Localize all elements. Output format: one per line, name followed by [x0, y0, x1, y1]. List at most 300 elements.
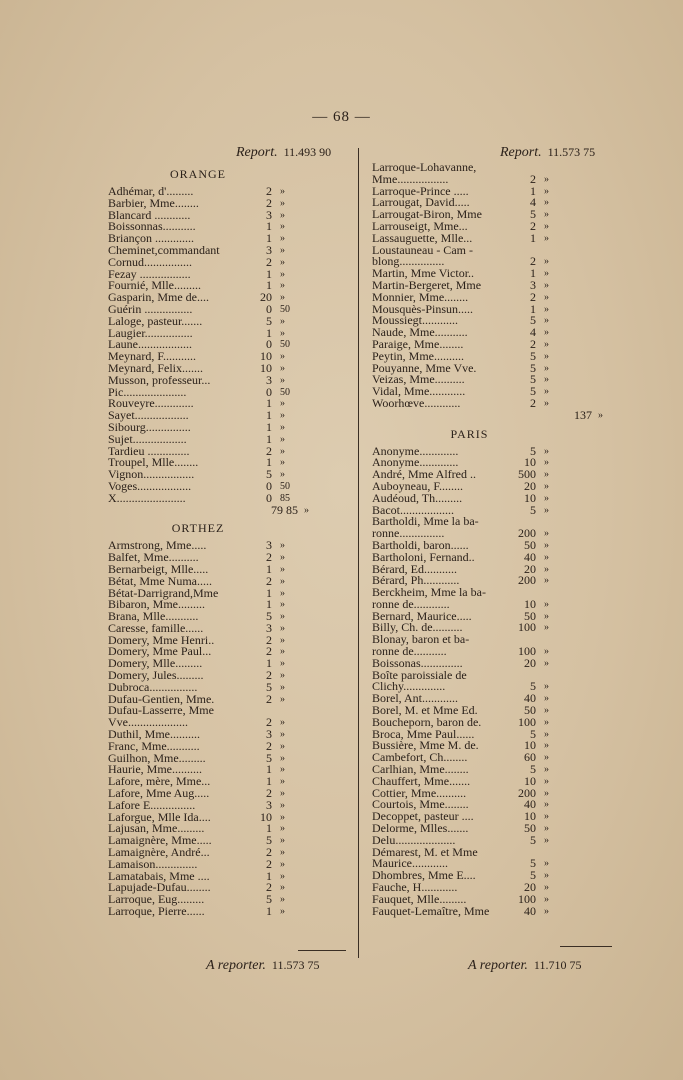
entry-decimal: » — [544, 705, 549, 717]
entry-amount: 10 — [524, 738, 536, 753]
entry-name: Vidal, Mme............ — [372, 384, 466, 399]
entry-name: Barbier, Mme........ — [108, 195, 199, 210]
entry-name: Sayet.................. — [108, 408, 189, 423]
entry-decimal: » — [280, 811, 285, 823]
entry-decimal: » — [544, 858, 549, 870]
entry-decimal: » — [280, 575, 285, 587]
left-footer-rule — [298, 950, 346, 951]
entry-decimal: » — [544, 539, 549, 551]
entry-name: Larroque, Pierre...... — [108, 904, 205, 919]
entry-name: Martin-Bergeret, Mme — [372, 277, 482, 292]
entry-amount: 20 — [260, 290, 272, 305]
entry-name: Mme................. — [372, 171, 449, 186]
entry-name: Bartholdi, baron...... — [372, 537, 469, 552]
entry-name: Borel, Ant............ — [372, 691, 458, 706]
entry-amount: 1 — [266, 408, 272, 423]
entry-name: Borel, M. et Mme Ed. — [372, 703, 478, 718]
entry-amount: 60 — [524, 750, 536, 765]
left-footer-label: A reporter. — [206, 958, 266, 973]
entry-decimal: » — [544, 528, 549, 540]
entry-name: Laugier................ — [108, 325, 193, 340]
entry-name: ronne de........... — [372, 644, 447, 659]
column-divider — [358, 148, 359, 958]
entry-decimal: » — [280, 764, 285, 776]
entry-name: Veizas, Mme.......... — [372, 372, 465, 387]
entry-amount: 100 — [518, 891, 536, 906]
entry-name: Rouveyre............. — [108, 396, 194, 411]
entry-amount: 3 — [266, 620, 272, 635]
entry-amount: 1 — [266, 774, 272, 789]
entry-amount: 10 — [260, 360, 272, 375]
entry-name: Larrouseigt, Mme... — [372, 218, 468, 233]
entry-name: Cambefort, Ch........ — [372, 750, 468, 765]
entry-amount: 2 — [266, 632, 272, 647]
entry-decimal: » — [280, 729, 285, 741]
entry-amount: 1 — [530, 266, 536, 281]
entry-name: Armstrong, Mme..... — [108, 538, 207, 553]
entry-amount: 3 — [266, 538, 272, 553]
entry-decimal: » — [544, 870, 549, 882]
entry-name: Fauquet, Mlle......... — [372, 891, 467, 906]
entry-amount: 100 — [518, 644, 536, 659]
entry-decimal: » — [280, 788, 285, 800]
entry-decimal: » — [544, 185, 549, 197]
entry-name: Balfet, Mme.......... — [108, 550, 199, 565]
entry-name: Anonyme............. — [372, 455, 459, 470]
entry-decimal: » — [544, 752, 549, 764]
entry-decimal: » — [544, 279, 549, 291]
entry-name: Caresse, famille...... — [108, 620, 204, 635]
entry-name: Carlhian, Mme........ — [372, 762, 469, 777]
entry-decimal: » — [280, 752, 285, 764]
entry-decimal: 85 — [280, 492, 290, 504]
entry-amount: 200 — [518, 573, 536, 588]
entry-decimal: » — [280, 233, 285, 245]
entry-name: Domery, Mme Paul... — [108, 644, 212, 659]
entry-name: Boucheporn, baron de. — [372, 714, 482, 729]
left-report-amount: 11.493 90 — [283, 145, 332, 159]
entry-amount: 5 — [530, 502, 536, 517]
entry-amount: 1 — [266, 656, 272, 671]
entry-decimal: » — [544, 787, 549, 799]
entry-name: Lafore E............... — [108, 797, 196, 812]
entry-decimal: » — [544, 646, 549, 658]
entry-name: Loustauneau - Cam - — [372, 242, 473, 257]
entry-name: Boissonnas........... — [108, 219, 196, 234]
entry-decimal: » — [280, 882, 285, 894]
entry-decimal: » — [280, 186, 285, 197]
entry-amount: 2 — [266, 786, 272, 801]
ledger-row — [372, 395, 672, 410]
entry-amount: 3 — [266, 242, 272, 257]
right-report-header — [500, 145, 595, 161]
entry-name: Lassauguette, Mlle... — [372, 230, 473, 245]
entry-amount: 0 — [266, 337, 272, 352]
entry-amount: 1 — [266, 278, 272, 293]
entry-name: Pouyanne, Mme Vve. — [372, 360, 477, 375]
entry-decimal: » — [544, 457, 549, 469]
entry-decimal: » — [280, 563, 285, 575]
entry-amount: 5 — [266, 892, 272, 907]
entry-name: Domery, Mme Henri.. — [108, 632, 215, 647]
entry-amount: 1 — [530, 183, 536, 198]
entry-name: Lajusan, Mme......... — [108, 821, 205, 836]
entry-decimal: » — [280, 670, 285, 682]
entry-name: Broca, Mme Paul...... — [372, 726, 475, 741]
entry-name: Bétat, Mme Numa..... — [108, 573, 212, 588]
left-report-label: Report. — [236, 145, 278, 160]
entry-decimal: » — [544, 728, 549, 740]
entry-amount: 10 — [260, 349, 272, 364]
entry-amount: 50 — [524, 703, 536, 718]
entry-amount: 2 — [266, 845, 272, 860]
entry-amount: 0 — [266, 301, 272, 316]
entry-amount: 5 — [530, 856, 536, 871]
entry-name: Troupel, Mlle........ — [108, 455, 199, 470]
entry-name: Meynard, F........... — [108, 349, 197, 364]
entry-amount: 200 — [518, 526, 536, 541]
entry-amount: 5 — [530, 832, 536, 847]
entry-decimal: » — [544, 563, 549, 575]
entry-name: Franc, Mme........... — [108, 738, 200, 753]
subtotal-mark: » — [304, 504, 309, 516]
entry-amount: 2 — [530, 171, 536, 186]
entry-name: Tardieu .............. — [108, 443, 190, 458]
entry-decimal: » — [544, 504, 549, 516]
entry-amount: 1 — [266, 455, 272, 470]
subtotal-mark: » — [598, 409, 603, 421]
entry-name: Boîte paroissiale de — [372, 667, 467, 682]
entry-decimal: » — [280, 351, 285, 363]
entry-name: André, Mme Alfred .. — [372, 467, 476, 482]
entry-name: Larrougat, David..... — [372, 195, 470, 210]
section-subtotal — [108, 502, 358, 517]
entry-decimal: » — [280, 540, 285, 552]
entry-name: Blancard ............ — [108, 207, 191, 222]
entry-amount: 3 — [266, 727, 272, 742]
entry-decimal: » — [280, 823, 285, 835]
entry-decimal: » — [280, 847, 285, 859]
entry-name: Lapujade-Dufau........ — [108, 880, 211, 895]
entry-decimal: » — [280, 445, 285, 457]
entry-name: Sujet.................. — [108, 431, 187, 446]
entry-name: Paraige, Mme........ — [372, 336, 464, 351]
entry-name: Moussiegt............ — [372, 313, 459, 328]
entry-name: Bérard, Ph............ — [372, 573, 460, 588]
entry-decimal: » — [280, 611, 285, 623]
entry-amount: 0 — [266, 384, 272, 399]
entry-decimal: » — [280, 398, 285, 410]
entry-name: Domery, Mlle......... — [108, 656, 203, 671]
entry-name: Dufau-Gentien, Mme. — [108, 691, 215, 706]
entry-name: Briançon ............. — [108, 231, 194, 246]
entry-name: ronne............... — [372, 526, 445, 541]
entry-name: Lamatabais, Mme .... — [108, 868, 210, 883]
entry-name: Martin, Mme Victor.. — [372, 266, 475, 281]
entry-name: Laune.................. — [108, 337, 192, 352]
entry-amount: 50 — [524, 821, 536, 836]
entry-decimal: » — [544, 764, 549, 776]
entry-amount: 40 — [524, 691, 536, 706]
entry-name: Delorme, Mlles....... — [372, 821, 469, 836]
entry-decimal: » — [544, 480, 549, 492]
entry-amount: 10 — [260, 809, 272, 824]
entry-decimal: » — [280, 315, 285, 327]
ledger-row — [108, 906, 358, 918]
entry-decimal: » — [280, 256, 285, 268]
entry-amount: 5 — [266, 609, 272, 624]
entry-decimal: » — [544, 232, 549, 244]
entry-amount: 2 — [530, 395, 536, 410]
left-footer-amount: 11.573 75 — [271, 958, 320, 972]
entry-decimal: » — [544, 469, 549, 481]
entry-name: Voges.................. — [108, 478, 192, 493]
entry-decimal: 50 — [280, 480, 290, 492]
entry-amount: 1 — [530, 230, 536, 245]
entry-amount: 10 — [524, 455, 536, 470]
entry-amount: 2 — [530, 254, 536, 269]
entry-decimal: » — [544, 551, 549, 563]
entry-decimal: » — [280, 740, 285, 752]
entry-decimal: » — [544, 905, 549, 917]
right-footer — [468, 958, 581, 974]
entry-amount: 2 — [266, 738, 272, 753]
entry-amount: 40 — [524, 549, 536, 564]
entry-decimal: » — [544, 823, 549, 835]
entry-amount: 2 — [266, 691, 272, 706]
entry-name: Lamaignère, Mme..... — [108, 833, 212, 848]
entry-amount: 200 — [518, 785, 536, 800]
entry-decimal: » — [280, 858, 285, 870]
right-footer-amount: 11.710 75 — [533, 958, 582, 972]
entry-amount: 5 — [266, 467, 272, 482]
entry-name: Larroque, Eug......... — [108, 892, 205, 907]
entry-name: Vignon................. — [108, 467, 195, 482]
entry-name: Adhémar, d'......... — [108, 184, 194, 198]
entry-name: Meynard, Felix....... — [108, 360, 203, 375]
entry-decimal: » — [544, 303, 549, 315]
left-report-header — [236, 145, 331, 161]
entry-name: Bartholdi, Mme la ba- — [372, 514, 479, 529]
entry-amount: 20 — [524, 561, 536, 576]
entry-decimal: » — [280, 894, 285, 906]
entry-amount: 2 — [266, 184, 272, 198]
entry-amount: 100 — [518, 714, 536, 729]
entry-amount: 10 — [524, 809, 536, 824]
entry-amount: 2 — [266, 644, 272, 659]
page-number: — 68 — — [312, 109, 371, 125]
entry-decimal: » — [280, 280, 285, 292]
entry-name: Fournié, Mlle......... — [108, 278, 201, 293]
entry-name: Démarest, M. et Mme — [372, 844, 478, 859]
entry-decimal: » — [544, 291, 549, 303]
entry-amount: 4 — [530, 195, 536, 210]
entry-decimal: » — [544, 681, 549, 693]
entry-amount: 1 — [266, 868, 272, 883]
entry-name: Larroque-Prince ..... — [372, 183, 469, 198]
entry-amount: 3 — [530, 277, 536, 292]
entry-amount: 1 — [266, 419, 272, 434]
entry-name: Cornud................ — [108, 254, 192, 269]
entry-decimal: » — [280, 906, 285, 918]
entry-amount: 2 — [266, 195, 272, 210]
entry-amount: 1 — [266, 585, 272, 600]
entry-name: Fezay ................. — [108, 266, 191, 281]
ledger-row — [108, 490, 358, 505]
entry-decimal: » — [280, 870, 285, 882]
entry-decimal: » — [544, 268, 549, 280]
entry-name: Bétat-Darrigrand,Mme — [108, 585, 219, 600]
entry-decimal: » — [280, 552, 285, 564]
entry-amount: 2 — [266, 443, 272, 458]
entry-decimal: » — [280, 433, 285, 445]
entry-name: Vve.................... — [108, 715, 188, 730]
entry-amount: 2 — [266, 254, 272, 269]
entry-amount: 2 — [266, 573, 272, 588]
entry-decimal: » — [544, 327, 549, 339]
entry-amount: 1 — [530, 301, 536, 316]
entry-decimal: » — [544, 173, 549, 185]
section-title: ORTHEZ — [171, 521, 225, 536]
entry-amount: 5 — [530, 348, 536, 363]
entry-name: Gasparin, Mme de.... — [108, 290, 209, 305]
entry-decimal: » — [544, 338, 549, 350]
entry-amount: 3 — [266, 797, 272, 812]
entry-name: Audéoud, Th......... — [372, 490, 463, 505]
entry-amount: 2 — [266, 856, 272, 871]
entry-name: Woorhœve............ — [372, 395, 461, 410]
entry-amount: 500 — [518, 467, 536, 482]
entry-name: Brana, Mlle........... — [108, 609, 199, 624]
entry-decimal: » — [544, 610, 549, 622]
entry-amount: 2 — [530, 336, 536, 351]
entry-amount: 5 — [266, 833, 272, 848]
entry-name: Lamaignère, André... — [108, 845, 210, 860]
section-subtotal — [372, 407, 672, 422]
right-report-amount: 11.573 75 — [547, 145, 596, 159]
entry-name: Bacot.................. — [372, 502, 454, 517]
entry-amount: 2 — [266, 550, 272, 565]
right-footer-label: A reporter. — [468, 958, 528, 973]
entry-name: Cheminet,commandant — [108, 242, 220, 257]
entry-amount: 5 — [266, 750, 272, 765]
entry-decimal: » — [544, 775, 549, 787]
entry-decimal: » — [544, 811, 549, 823]
entry-decimal: » — [544, 834, 549, 846]
entry-name: Delu.................... — [372, 832, 456, 847]
entry-name: Bartholoni, Fernand.. — [372, 549, 475, 564]
entry-name: Duthil, Mme.......... — [108, 727, 200, 742]
entry-name: Bibaron, Mme......... — [108, 597, 205, 612]
entry-decimal: » — [280, 292, 285, 304]
entry-decimal: » — [280, 457, 285, 469]
entry-name: Pic..................... — [108, 384, 187, 399]
entry-name: Chauffert, Mme....... — [372, 773, 471, 788]
entry-decimal: » — [544, 575, 549, 587]
entry-amount: 50 — [524, 608, 536, 623]
entry-amount: 1 — [266, 266, 272, 281]
entry-amount: 10 — [524, 490, 536, 505]
entry-amount: 5 — [530, 726, 536, 741]
entry-amount: 1 — [266, 219, 272, 234]
entry-decimal: » — [280, 776, 285, 788]
entry-decimal: » — [280, 327, 285, 339]
entry-amount: 1 — [266, 561, 272, 576]
entry-name: Monnier, Mme........ — [372, 289, 469, 304]
entry-amount: 1 — [266, 597, 272, 612]
entry-amount: 40 — [524, 903, 536, 918]
entry-name: Bussière, Mme M. de. — [372, 738, 479, 753]
entry-amount: 5 — [530, 372, 536, 387]
entry-decimal: » — [280, 587, 285, 599]
entry-amount: 2 — [266, 880, 272, 895]
entry-name: Bernard, Maurice..... — [372, 608, 472, 623]
entry-amount: 5 — [266, 313, 272, 328]
entry-decimal: » — [280, 469, 285, 481]
entry-amount: 1 — [266, 762, 272, 777]
entry-decimal: » — [544, 386, 549, 398]
entry-name: Dufau-Lasserre, Mme — [108, 703, 214, 718]
entry-name: Boissonas.............. — [372, 655, 463, 670]
entry-decimal: » — [280, 221, 285, 233]
entry-decimal: » — [280, 421, 285, 433]
entry-decimal: » — [544, 209, 549, 221]
entry-amount: 20 — [524, 478, 536, 493]
entry-name: Peytin, Mme.......... — [372, 348, 464, 363]
entry-decimal: » — [544, 350, 549, 362]
entry-decimal: 50 — [280, 386, 290, 398]
entry-name: Auboyneau, F........ — [372, 478, 464, 493]
entry-decimal: 50 — [280, 303, 290, 315]
entry-name: X....................... — [108, 490, 186, 505]
entry-amount: 20 — [524, 880, 536, 895]
entry-name: Bernarbeigt, Mlle..... — [108, 561, 209, 576]
entry-name: Dubroca................ — [108, 679, 198, 694]
entry-amount: 10 — [524, 773, 536, 788]
entry-name: Dhombres, Mme E.... — [372, 868, 476, 883]
entry-amount: 0 — [266, 490, 272, 505]
entry-amount: 40 — [524, 797, 536, 812]
ledger-row — [372, 903, 672, 918]
entry-amount: 2 — [266, 668, 272, 683]
entry-name: Sibourg............... — [108, 419, 191, 434]
entry-amount: 20 — [524, 655, 536, 670]
entry-decimal: » — [544, 657, 549, 669]
entry-amount: 1 — [266, 904, 272, 919]
right-footer-rule — [560, 946, 612, 947]
entry-amount: 5 — [530, 762, 536, 777]
entry-amount: 1 — [266, 821, 272, 836]
entry-decimal: » — [280, 197, 285, 209]
entry-name: Fauquet-Lemaître, Mme — [372, 903, 490, 918]
entry-name: Musson, professeur... — [108, 372, 211, 387]
entry-amount: 2 — [530, 218, 536, 233]
entry-amount: 5 — [530, 384, 536, 399]
subtotal-amount: 137 — [574, 407, 592, 422]
entry-amount: 100 — [518, 620, 536, 635]
entry-amount: 5 — [530, 360, 536, 375]
entry-name: Mousquès-Pinsun..... — [372, 301, 474, 316]
entry-decimal: » — [280, 244, 285, 256]
section-title: ORANGE — [170, 167, 226, 181]
entry-decimal: » — [544, 397, 549, 409]
entry-name: blong............... — [372, 254, 445, 269]
entry-amount: 2 — [266, 715, 272, 730]
entry-amount: 5 — [530, 207, 536, 222]
entry-name: Larrougat-Biron, Mme — [372, 207, 482, 222]
entry-name: Lamaison.............. — [108, 856, 198, 871]
entry-name: Lafore, Mme Aug..... — [108, 786, 210, 801]
